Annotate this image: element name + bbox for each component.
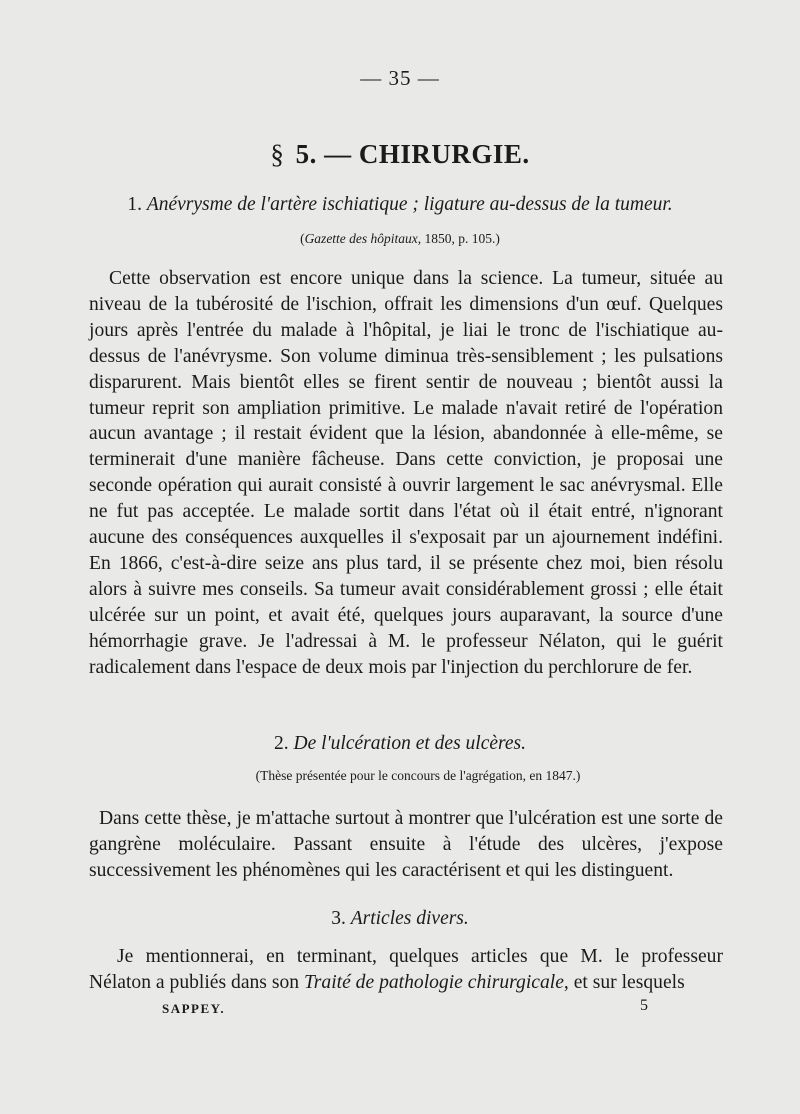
section-heading [0, 139, 800, 170]
item-2-citation: (Thèse présentée pour le concours de l'agrégation, en 1847.) [255, 768, 581, 783]
item-3-number: 3. [331, 908, 346, 929]
item-1-citation [0, 231, 800, 247]
item-3-body [89, 944, 723, 996]
footer-signature: SAPPEY. [162, 1001, 226, 1016]
item-2-heading [0, 733, 800, 755]
item-3-heading [0, 908, 800, 930]
page-number: — 35 — [360, 66, 440, 90]
item-2-body: Dans cette thèse, je m'attache surtout à montrer que l'ulcération est une sorte de gangrène moléculaire. Passant ensuite à l'étude des ulcères, j'expose successivement les phénomènes qui les caractérisent et qui les distinguent. [89, 808, 723, 881]
item-3-body-before: Je mentionnerai, en terminant, quelques articles que M. le professeur Nélaton a publiés dans son [89, 946, 723, 993]
item-3-title: Articles divers. [350, 908, 469, 929]
item-2-title: De l'ulcération et des ulcères. [293, 733, 526, 754]
footer-sheet-number: 5 [640, 997, 648, 1014]
item-1-citation-source: Gazette des hôpitaux, [304, 231, 422, 246]
item-3-body-italic: Traité de pathologie chirurgicale [303, 971, 564, 993]
item-1-title: Anévrysme de l'artère ischiatique ; ligature au-dessus de la tumeur. [146, 194, 673, 215]
item-1-citation-rest: 1850, p. 105.) [421, 231, 500, 246]
section-symbol: § [270, 139, 285, 169]
item-2-number: 2. [273, 733, 289, 754]
item-3-body-after: , et sur lesquels [563, 971, 685, 993]
item-1-number: 1. [127, 194, 142, 215]
item-1-body: Cette observation est encore unique dans la science. La tumeur, située au niveau de la tubérosité de l'ischion, offrait les dimensions d'un œuf. Quelques jours après l'entrée du malade à l'hôpital, je liai le tronc de l'ischiatique au-dessus de l'anévrysme. Son volume diminua très-sensiblement ; les pulsations disparurent. Mais bientôt elles se firent sentir de nouveau ; bientôt aussi la tumeur reprit son ampliation primitive. Le malade n'avait retiré de l'opération aucun avantage ; il restait évident que la lésion, abandonnée à elle-même, se terminerait d'une manière fâcheuse. Dans cette conviction, je proposai une seconde opération qui aurait consisté à ouvrir largement le sac anévrysmal. Elle ne fut pas acceptée. Le malade sortit dans l'état où il était entré, n'ignorant aucune des conséquences auxquelles il s'exposait par un ajournement indéfini. En 1866, c'est-à-dire seize ans plus tard, il se présente chez moi, bien résolu alors à suivre mes conseils. Sa tumeur avait considérablement grossi ; elle était ulcérée sur un point, et avait été, quelques jours auparavant, la source d'une hémorrhagie grave. Je l'adressai à M. le professeur Nélaton, qui le guérit radicalement dans l'espace de deux mois par l'injection du perchlorure de fer. [89, 268, 723, 678]
item-1-heading [0, 194, 800, 216]
section-label: 5. — CHIRURGIE. [295, 139, 530, 169]
item-1-citation-open: ( [300, 231, 305, 246]
